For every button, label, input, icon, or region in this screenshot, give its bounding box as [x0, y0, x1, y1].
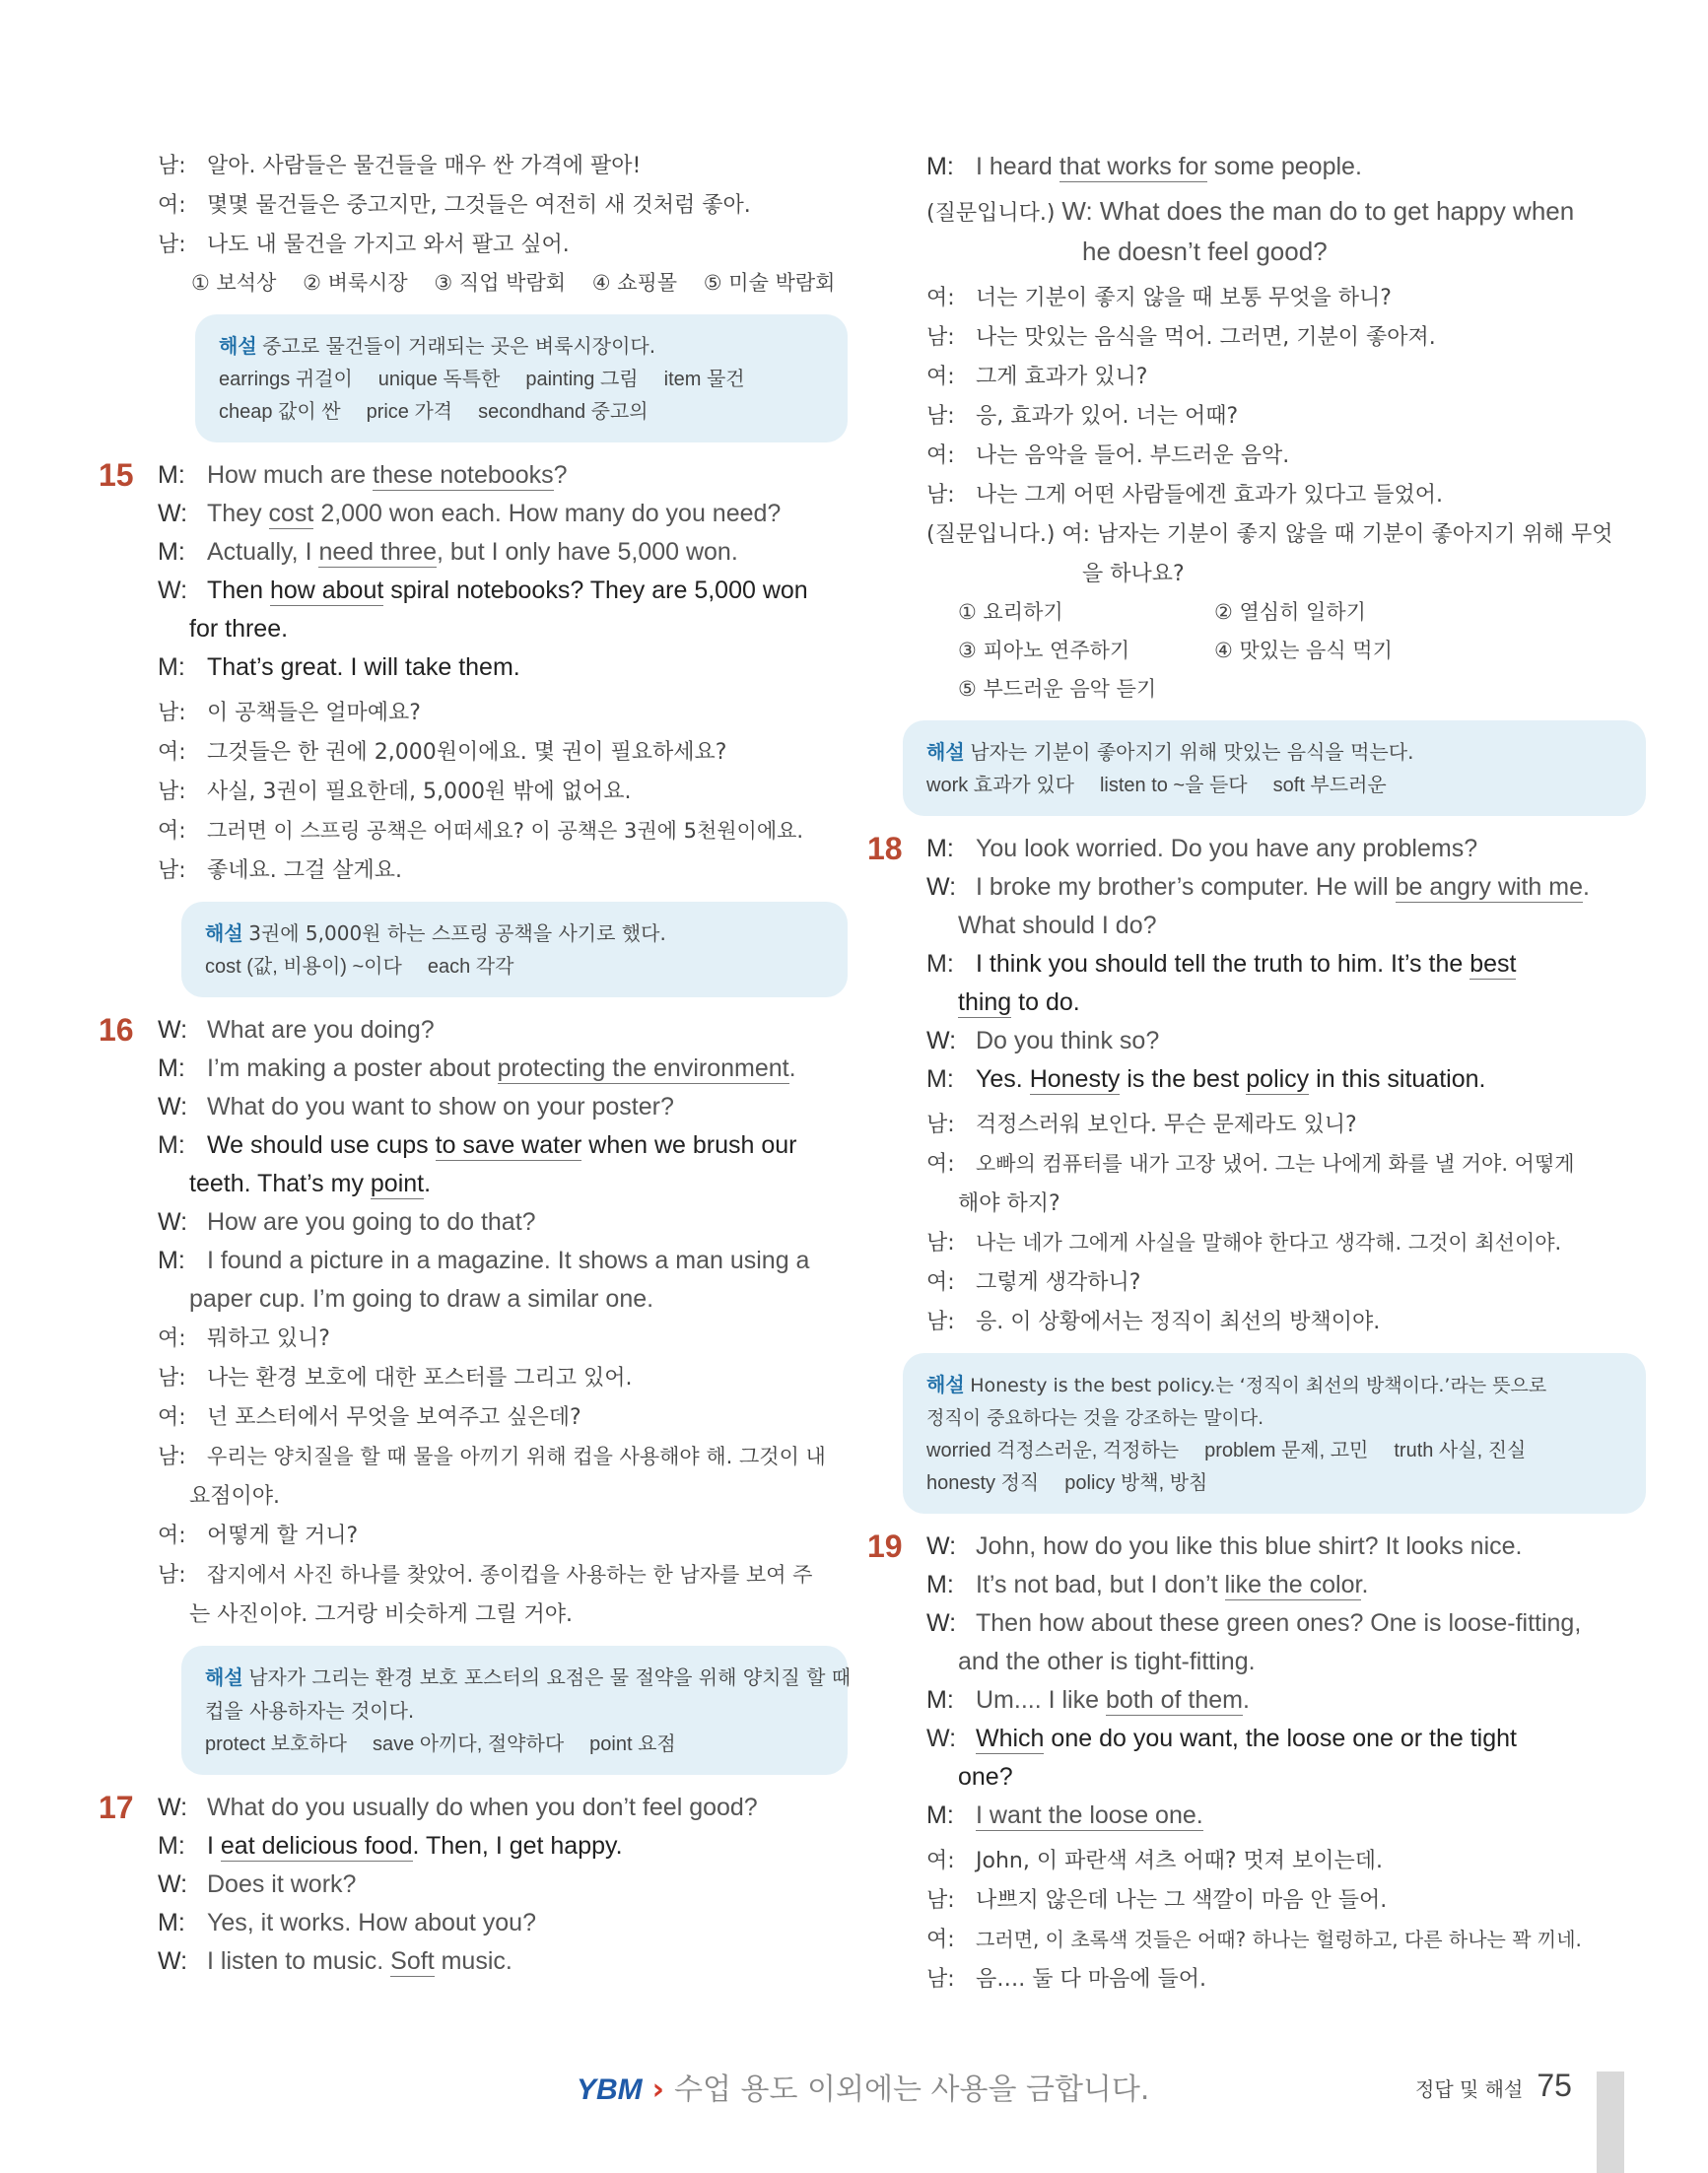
question-number: 19 — [867, 1528, 903, 1564]
korean-line: 여: 뭐하고 있니? — [158, 1326, 330, 1351]
page-edge-tab — [1597, 2071, 1624, 2173]
vocab-list: earrings 귀걸이 unique 독특한 painting 그림 item 물건 — [219, 369, 745, 390]
q17-options — [926, 593, 1616, 709]
question-number: 15 — [99, 457, 134, 493]
vocab-list: worried 걱정스러운, 걱정하는 problem 문제, 고민 truth 사실, 진실 — [926, 1440, 1527, 1461]
blank-answer: how about — [269, 577, 384, 604]
blank-answer: Honesty — [1029, 1065, 1121, 1093]
blank-answer: these notebooks — [373, 461, 554, 489]
q14-explanation-box: 해설 중고로 물건들이 거래되는 곳은 벼룩시장이다. earrings 귀걸이 unique 독특한 painting 그림 item 물건 cheap 값이 싼 price 가격 secondhand 중고의 — [195, 314, 848, 442]
korean-line: 여: 오빠의 컴퓨터를 내가 고장 냈어. 그는 나에게 화를 낼 거야. 어떻게 — [926, 1152, 1575, 1177]
korean-line: 남: 나는 네가 그에게 사실을 말해야 한다고 생각해. 그것이 최선이야. — [926, 1231, 1562, 1256]
korean-line: 남: 음…. 둘 다 마음에 들어. — [926, 1967, 1206, 1992]
korean-line: 여: 그게 효과가 있니? — [926, 365, 1148, 389]
blank-answer: eat delicious food — [220, 1832, 413, 1860]
chevron-right-icon: › — [651, 2072, 665, 2107]
korean-line: 남: 이 공책들은 얼마예요? — [158, 701, 421, 725]
explanation-heading: 해설 — [926, 1373, 965, 1396]
question-prompt: (질문입니다.) W: What does the man do to get happy when — [926, 196, 1575, 226]
question-19: 19 W: John, how do you like this blue shirt? It looks nice. M: It’s not bad, but I don’t like the color. W: Then how about these green ones? One is loose-fitting, and the other is tight-fitting. M: Um.... I like both of them. W: Which one do you want, the loose one or the tight one? M: I want the loose one. 여: John, 이 파란색 셔츠 어때? 멋져 보이는데. 남: 나쁘지 않은데 나는 그 색깔이 마음 안 들어. 여: 그러면, 이 초록색 것들은 어때? 하나는 헐렁하고, 다른 하나는 꽉 끼네. 남: 음…. 둘 다 마음에 들어. — [926, 1528, 1616, 1999]
blank-answer: point — [370, 1170, 425, 1197]
q18-explanation-box: 해설 Honesty is the best policy.는 ‘정직이 최선의 방책이다.’라는 뜻으로 정직이 중요하다는 것을 강조하는 말이다. worried 걱정스러운, 걱정하는 problem 문제, 고민 truth 사실, 진실 honesty 정직 policy 방책, 방침 — [903, 1353, 1646, 1514]
vocab-list: protect 보호하다 save 아끼다, 절약하다 point 요점 — [205, 1733, 676, 1755]
korean-line: 남: 나는 그게 어떤 사람들에겐 효과가 있다고 들었어. — [926, 483, 1443, 508]
blank-answer: need three — [318, 538, 438, 566]
korean-line: 여: 그러면, 이 초록색 것들은 어때? 하나는 헐렁하고, 다른 하나는 꽉 끼네. — [926, 1928, 1582, 1952]
question-number: 17 — [99, 1790, 134, 1825]
option-1: ① 요리하기 — [958, 600, 1063, 624]
korean-line: 여: 몇몇 물건들은 중고지만, 그것들은 여전히 새 것처럼 좋아. — [158, 193, 751, 218]
korean-line: 남: 좋네요. 그걸 살게요. — [158, 858, 402, 883]
q16-explanation-box: 해설 남자가 그리는 환경 보호 포스터의 요점은 물 절약을 위해 양치질 할 때 컵을 사용하자는 것이다. protect 보호하다 save 아끼다, 절약하다 point 요점 — [181, 1646, 848, 1775]
question-number: 18 — [867, 831, 903, 866]
question-18: 18 M: You look worried. Do you have any problems? W: I broke my brother’s computer. He will be angry with me. What should I do? M: I think you should tell the truth to him. It’s the best thing to do. W: Do you think so? M: Yes. Honesty is the best policy in this situation. 남: 걱정스러워 보인다. 무슨 문제라도 있니? 여: 오빠의 컴퓨터를 내가 고장 냈어. 그는 나에게 화를 낼 거야. 어떻게 해야 하지? 남: 나는 네가 그에게 사실을 말해야 한다고 생각해. 그것이 최선이야. 여: 그렇게 생각하니? 남: 응. 이 상황에서는 정직이 최선의 방책이야. 해설 Honesty is the best policy.는 ‘정직이 최선의 방책이다.’라는 뜻으로 정직이 중요하다는 것을 강조하는 말이다. worried 걱정스러운, 걱정하는 problem 문제, 고민 truth 사실, 진실 honesty 정직 policy 방책, 방침 — [926, 830, 1616, 1514]
explanation-heading: 해설 — [219, 334, 257, 358]
korean-line: 남: 나쁘지 않은데 나는 그 색깔이 마음 안 들어. — [926, 1888, 1388, 1913]
korean-line: 남: 걱정스러워 보인다. 무슨 문제라도 있니? — [926, 1113, 1357, 1137]
blank-answer: thing — [958, 988, 1012, 1016]
option-1: ① 보석상 — [191, 271, 277, 295]
blank-answer: best — [1469, 950, 1517, 978]
korean-line: 남: 나도 내 물건을 가지고 와서 팔고 싶어. — [158, 233, 570, 257]
q14-options — [158, 264, 848, 303]
q17-explanation-box: 해설 남자는 기분이 좋아지기 위해 맛있는 음식을 먹는다. work 효과가 있다 listen to ~을 듣다 soft 부드러운 — [903, 720, 1646, 816]
korean-line: 여: 그렇게 생각하니? — [926, 1270, 1141, 1295]
option-3: ③ 피아노 연주하기 — [958, 639, 1130, 662]
section-label: 정답 및 해설 — [1415, 2077, 1524, 2101]
korean-line: 여: 나는 음악을 들어. 부드러운 음악. — [926, 443, 1290, 468]
blank-answer: Soft — [390, 1947, 435, 1975]
blank-answer: to save water — [435, 1131, 582, 1159]
question-17-continued: M: I heard that works for some people. (질문입니다.) W: What does the man do to get happy when he doesn’t feel good? 여: 너는 기분이 좋지 않을 때 보통 무엇을 하니? 남: 나는 맛있는 음식을 먹어. 그러면, 기분이 좋아져. 여: 그게 효과가 있니? 남: 응, 효과가 있어. 너는 어때? 여: 나는 음악을 들어. 부드러운 음악. 남: 나는 그게 어떤 사람들에겐 효과가 있다고 들었어. (질문입니다.) 여: 남자는 기분이 좋지 않을 때 기분이 좋아지기 위해 무엇 을 하나요? ① 요리하기 ② 열심히 일하기 ③ 피아노 연주하기 ④ 맛있는 음식 먹기 ⑤ 부드러운 음악 듣기 해설 남자는 기분이 좋아지기 위해 맛있는 음식을 먹는다. work 효과가 있다 listen to ~을 듣다 soft 부드러운 — [926, 148, 1616, 816]
option-4: ④ 쇼핑몰 — [591, 271, 678, 295]
korean-line: 남: 응. 이 상황에서는 정직이 최선의 방책이야. — [926, 1310, 1381, 1334]
korean-line: 여: 너는 기분이 좋지 않을 때 보통 무엇을 하니? — [926, 286, 1392, 310]
vocab-list: work 효과가 있다 listen to ~을 듣다 soft 부드러운 — [926, 775, 1387, 796]
korean-line: 는 사진이야. 그거랑 비슷하게 그릴 거야. — [189, 1602, 573, 1627]
blank-answer: both of them — [1105, 1686, 1243, 1714]
vocab-list: cost (값, 비용이) ~이다 each 각각 — [205, 956, 514, 978]
option-3: ③ 직업 박람회 — [434, 271, 567, 295]
blank-answer: policy — [1246, 1065, 1310, 1093]
blank-answer: that works for — [1059, 153, 1207, 180]
korean-line: 여: 넌 포스터에서 무엇을 보여주고 싶은데? — [158, 1405, 581, 1430]
korean-line: 여: John, 이 파란색 셔츠 어때? 멋져 보이는데. — [926, 1849, 1383, 1873]
question-16: 16 W: What are you doing? M: I’m making a poster about protecting the environment. W: What do you want to show on your poster? M: We should use cups to save water when we brush our teeth. That’s my point. W: How are you going to do that? M: I found a picture in a magazine. It shows a man using a paper cup. I’m going to draw a similar one. 여: 뭐하고 있니? 남: 나는 환경 보호에 대한 포스터를 그리고 있어. 여: 넌 포스터에서 무엇을 보여주고 싶은데? 남: 우리는 양치질을 할 때 물을 아끼기 위해 컵을 사용해야 해. 그것이 내 요점이야. 여: 어떻게 할 거니? 남: 잡지에서 사진 하나를 찾았어. 종이컵을 사용하는 한 남자를 보여 주 는 사진이야. 그거랑 비슷하게 그릴 거야. 해설 남자가 그리는 환경 보호 포스터의 요점은 물 절약을 위해 양치질 할 때 컵을 사용하자는 것이다. protect 보호하다 save 아끼다, 절약하다 point 요점 — [158, 1011, 848, 1775]
blank-answer: like the color — [1224, 1571, 1362, 1598]
korean-line: 남: 사실, 3권이 필요한데, 5,000원 밖에 없어요. — [158, 780, 632, 804]
option-5: ⑤ 미술 박람회 — [703, 271, 836, 295]
blank-answer: be angry with me — [1395, 873, 1583, 901]
question-number: 16 — [99, 1012, 134, 1048]
korean-line: 해야 하지? — [958, 1191, 1060, 1216]
question-15: 15 M: How much are these notebooks? W: They cost 2,000 won each. How many do you need? M: Actually, I need three, but I only have 5,000 won. W: Then how about spiral notebooks? They are 5,000 won for three. M: That’s great. I will take them. 남: 이 공책들은 얼마예요? 여: 그것들은 한 권에 2,000원이에요. 몇 권이 필요하세요? 남: 사실, 3권이 필요한데, 5,000원 밖에 없어요. 여: 그러면 이 스프링 공책은 어떠세요? 이 공책은 3권에 5천원이에요. 남: 좋네요. 그걸 살게요. 해설 3권에 5,000원 하는 스프링 공책을 사기로 했다. cost (값, 비용이) ~이다 each 각각 — [158, 456, 848, 997]
q15-explanation-box: 해설 3권에 5,000원 하는 스프링 공책을 사기로 했다. cost (값, 비용이) ~이다 each 각각 — [181, 902, 848, 997]
korean-line: 요점이야. — [189, 1484, 281, 1509]
korean-line: 남: 나는 환경 보호에 대한 포스터를 그리고 있어. — [158, 1366, 633, 1391]
option-2: ② 열심히 일하기 — [1214, 600, 1366, 624]
option-2: ② 벼룩시장 — [303, 271, 408, 295]
usage-notice: 수업 용도 이외에는 사용을 금합니다. — [674, 2072, 1150, 2107]
blank-answer: I want the loose one. — [976, 1801, 1203, 1829]
blank-answer: cost — [268, 500, 314, 527]
korean-line: 남: 알아. 사람들은 물건들을 매우 싼 가격에 팔아! — [158, 154, 642, 178]
vocab-list: cheap 값이 싼 price 가격 secondhand 중고의 — [219, 401, 649, 423]
vocab-list: honesty 정직 policy 방책, 방침 — [926, 1472, 1208, 1494]
explanation-heading: 해설 — [926, 740, 965, 764]
footer-notice — [577, 2065, 1149, 2108]
page-footer — [1415, 2068, 1572, 2104]
korean-line: 여: 그러면 이 스프링 공책은 어떠세요? 이 공책은 3권에 5천원이에요. — [158, 819, 804, 844]
page-number: 75 — [1537, 2068, 1572, 2103]
question-17: 17 W: What do you usually do when you don’t feel good? M: I eat delicious food. Then, I get happy. W: Does it work? M: Yes, it works. How about you? W: I listen to music. Soft music. — [99, 1790, 758, 1975]
blank-answer: protecting the environment — [497, 1054, 789, 1082]
question-prompt-korean: (질문입니다.) 여: 남자는 기분이 좋지 않을 때 기분이 좋아지기 위해 무엇 — [926, 522, 1613, 547]
korean-line: 여: 어떻게 할 거니? — [158, 1524, 359, 1548]
korean-line: 남: 응, 효과가 있어. 너는 어때? — [926, 404, 1239, 429]
ybm-logo: YBM — [577, 2073, 643, 2106]
korean-line: 여: 그것들은 한 권에 2,000원이에요. 몇 권이 필요하세요? — [158, 740, 727, 765]
q14-korean-dialogue — [158, 146, 848, 303]
korean-line: 남: 우리는 양치질을 할 때 물을 아끼기 위해 컵을 사용해야 해. 그것이 내 — [158, 1445, 826, 1469]
korean-line: 남: 나는 맛있는 음식을 먹어. 그러면, 기분이 좋아져. — [926, 325, 1436, 350]
option-5: ⑤ 부드러운 음악 듣기 — [958, 677, 1157, 701]
option-4: ④ 맛있는 음식 먹기 — [1214, 639, 1393, 662]
explanation-heading: 해설 — [205, 921, 243, 945]
right-column — [867, 148, 1616, 1999]
left-column — [99, 146, 852, 1981]
blank-answer: Which — [976, 1725, 1045, 1752]
explanation-heading: 해설 — [205, 1665, 243, 1689]
korean-line: 남: 잡지에서 사진 하나를 찾았어. 종이컵을 사용하는 한 남자를 보여 주 — [158, 1563, 813, 1588]
